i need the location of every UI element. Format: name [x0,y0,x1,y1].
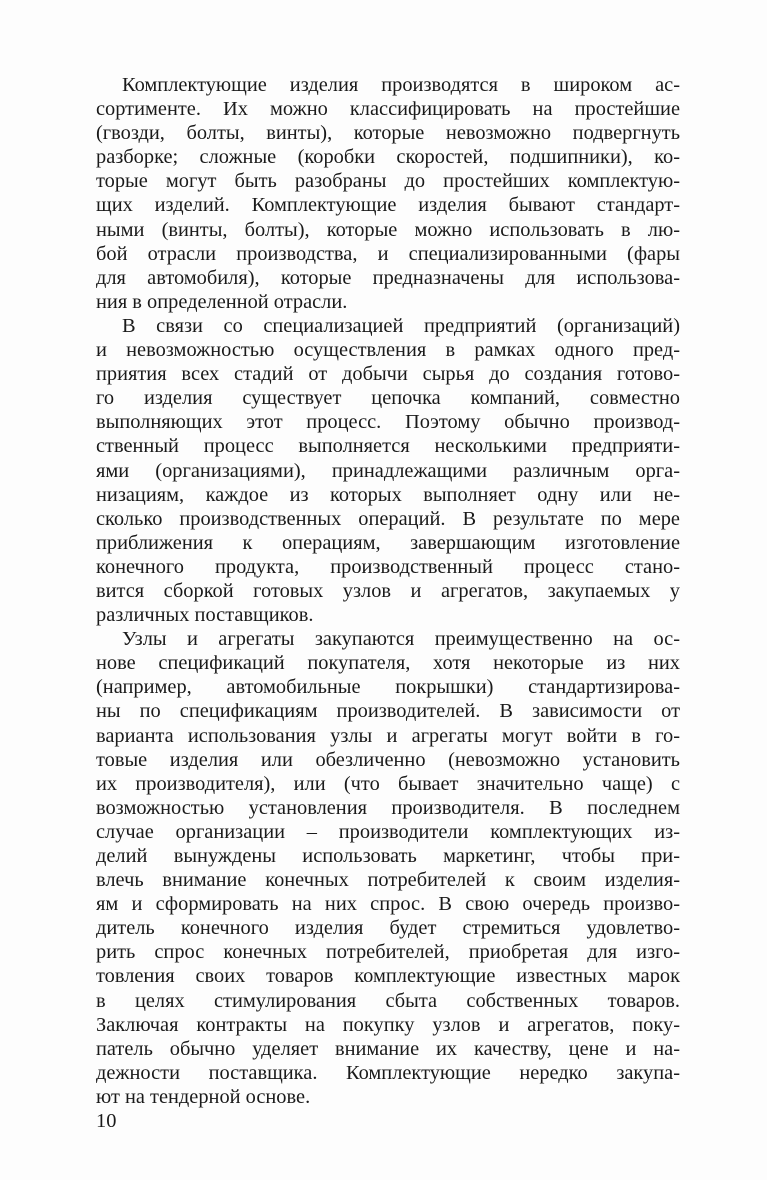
text-line: Узлы и агрегаты закупаются преимущественно на ос- [122,628,680,651]
text-line: бой отрасли производства, и специализированными (фары [96,242,680,265]
text-line: ют на тендерной основе. [96,1085,311,1108]
text-line: ния в определенной отрасли. [96,290,348,313]
text-line: ям и сформировать на них спрос. В свою очередь произво- [96,893,680,916]
text-line: Заключая контракты на покупку узлов и агрегатов, поку- [96,1013,680,1036]
text-line: товления своих товаров комплектующие известных марок [96,965,680,988]
text-line: сколько производственных операций. В результате по мере [96,507,680,530]
text-line: влечь внимание конечных потребителей к своим изделия- [96,869,680,892]
text-line: ями (организациями), принадлежащими различным орга- [96,459,680,482]
text-line: го изделия существует цепочка компаний, совместно [96,387,680,410]
text-line: приближения к операциям, завершающим изготовление [96,531,680,554]
text-line: разборке; сложные (коробки скоростей, подшипники), ко- [96,146,680,169]
text-line: ными (винты, болты), которые можно использовать в лю- [96,218,680,241]
text-line: для автомобиля), которые предназначены для использова- [96,266,680,289]
text-line: их производителя), или (что бывает значительно чаще) с [96,772,680,795]
text-line: дежности поставщика. Комплектующие нередко закупа- [96,1061,680,1084]
text-line: Комплектующие изделия производятся в широком ас- [122,74,680,96]
text-line: варианта использования узлы и агрегаты могут войти в го- [96,724,680,747]
text-line: различных поставщиков. [96,604,314,627]
text-line: торые могут быть разобраны до простейших комплектую- [96,170,680,193]
body-text [96,73,680,1109]
text-line: делий вынуждены использовать маркетинг, чтобы при- [96,845,680,867]
text-line: товые изделия или обезличенно (невозможно установить [96,748,680,771]
text-line: возможностью установления производителя. В последнем [96,796,680,819]
text-line: ственный процесс выполняется несколькими предприяти- [96,435,680,458]
text-line: случае организации – производители комплектующих из- [96,820,680,843]
text-line: (например, автомобильные покрышки) стандартизирова- [96,676,680,699]
text-line: патель обычно уделяет внимание их качеству, цене и на- [96,1037,680,1060]
text-line: и невозможностью осуществления в рамках одного пред- [96,339,680,362]
text-line: приятия всех стадий от добычи сырья до создания готово- [96,363,680,386]
text-line: вится сборкой готовых узлов и агрегатов, закупаемых у [96,579,680,602]
text-line: сортименте. Их можно классифицировать на простейшие [96,98,680,121]
text-line: (гвозди, болты, винты), которые невозможно подвергнуть [96,122,680,145]
text-line: ны по спецификациям производителей. В зависимости от [96,700,680,723]
text-line: щих изделий. Комплектующие изделия бывают стандарт- [96,194,680,217]
text-line: нове спецификаций покупателя, хотя некоторые из них [96,652,680,675]
page-number: 10 [96,1110,117,1132]
text-line: В связи со специализацией предприятий (организаций) [122,314,680,337]
text-line: низациям, каждое из которых выполняет одну или не- [96,483,680,506]
text-line: выполняющих этот процесс. Поэтому обычно производ- [96,411,680,434]
text-line: дитель конечного изделия будет стремиться удовлетво- [96,917,680,940]
text-line: конечного продукта, производственный процесс стано- [96,555,680,578]
text-line: в целях стимулирования сбыта собственных товаров. [96,989,680,1012]
text-line: рить спрос конечных потребителей, приобретая для изго- [96,941,680,964]
